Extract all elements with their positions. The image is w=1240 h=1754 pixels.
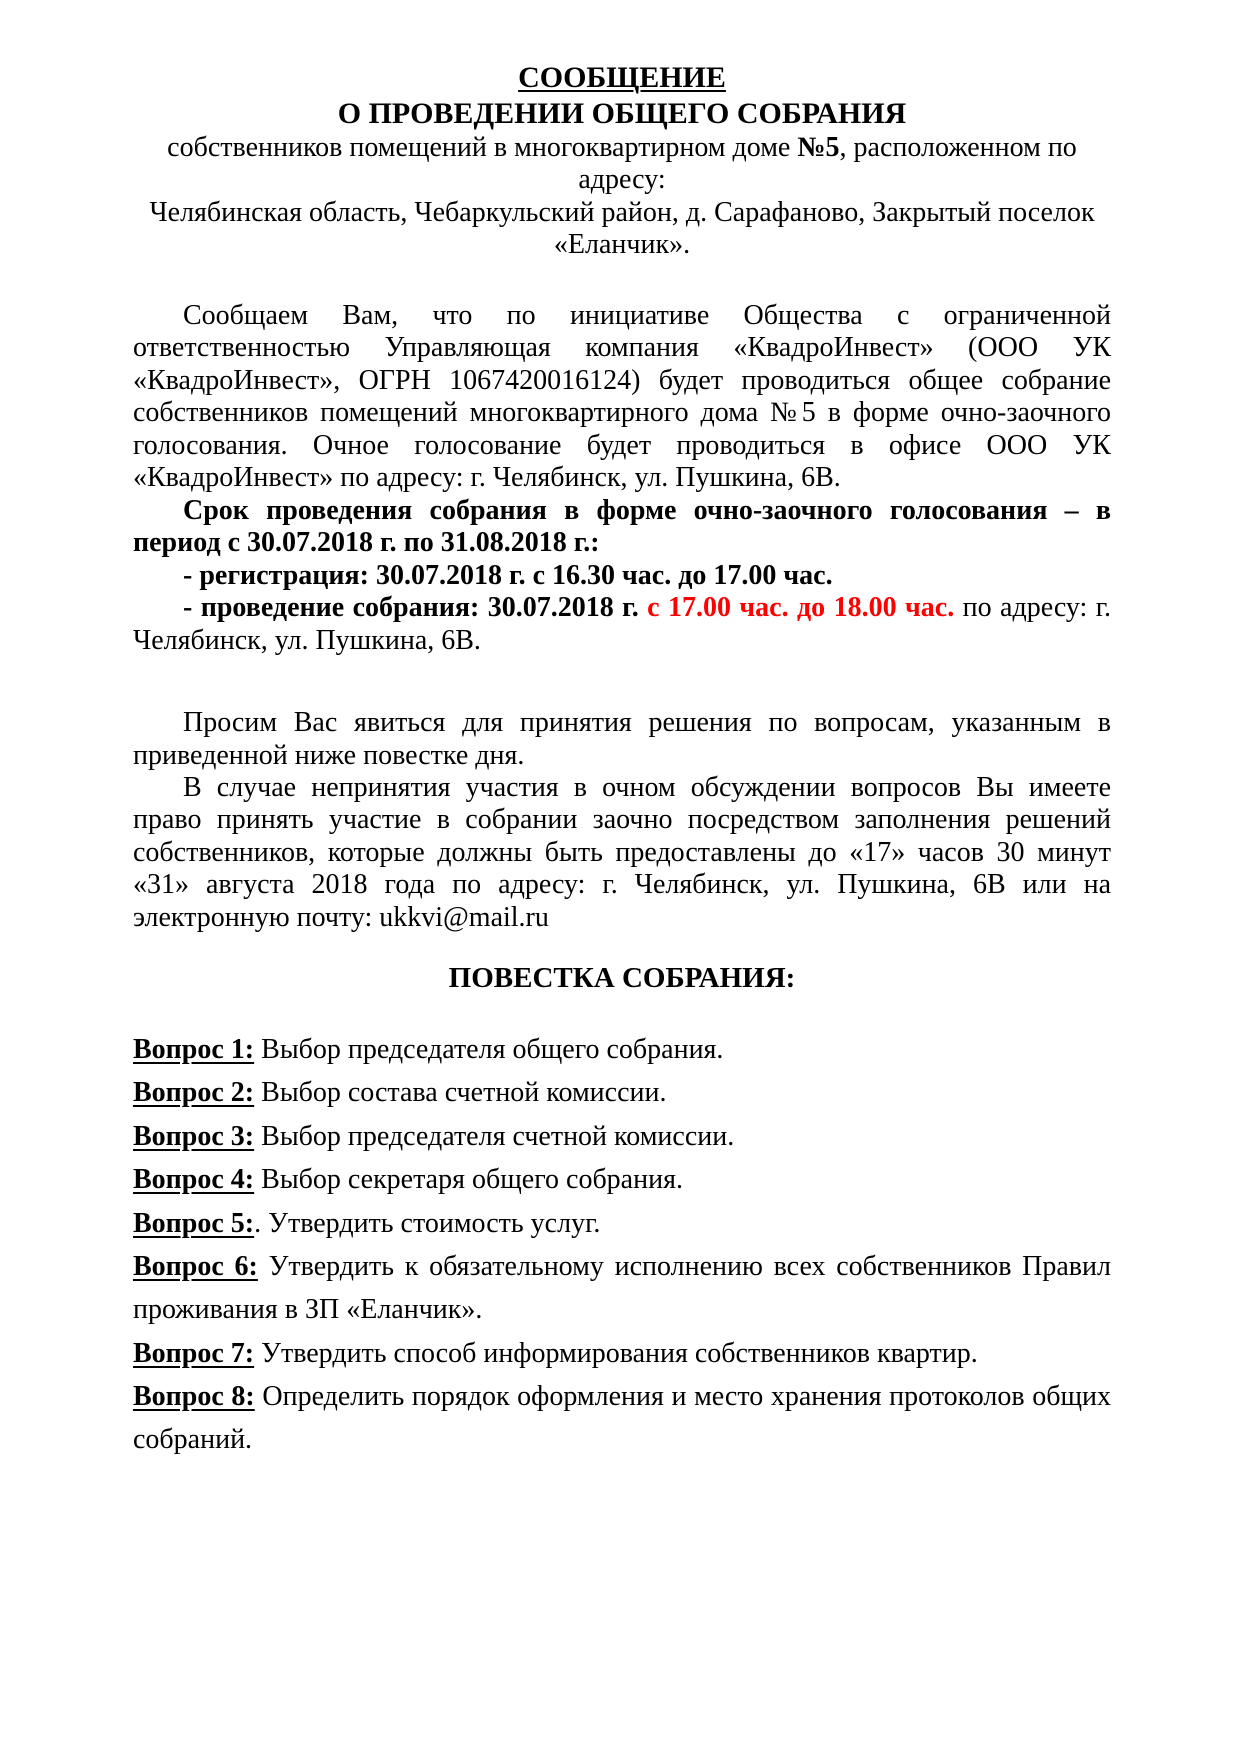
agenda-heading: ПОВЕСТКА СОБРАНИЯ: (448, 962, 796, 995)
agenda-item-2-label: Вопрос 2: (133, 1077, 255, 1109)
meeting-time-highlight: с 17.00 час. до 18.00 час. (638, 592, 955, 624)
agenda-item-8 (133, 1375, 1111, 1462)
agenda-item-2 (133, 1071, 1111, 1114)
house-number: №5 (797, 132, 840, 163)
agenda-item-8-label: Вопрос 8: (133, 1381, 255, 1413)
agenda-item-4 (133, 1158, 1111, 1201)
agenda-list (133, 1028, 1111, 1462)
address-suffix: , расположенном по адресу: (578, 132, 1077, 196)
meeting-period-paragraph: Срок проведения собрания в форме очно-заочного голосования – в период с 30.07.2018 г. по 31.08.2018 г.: (133, 494, 1111, 559)
page-subtitle: О ПРОВЕДЕНИИ ОБЩЕГО СОБРАНИЯ (337, 97, 907, 130)
agenda-item-6-label: Вопрос 6: (133, 1250, 258, 1282)
invitation-paragraph: Просим Вас явиться для принятия решения по вопросам, указанным в приведенной ниже повестке дня. (133, 707, 1111, 771)
header-address-line-2: Челябинская область, Чебаркульский район, д. Сарафаново, Закрытый поселок «Еланчик». (149, 196, 1095, 261)
agenda-item-1-label: Вопрос 1: (133, 1033, 255, 1065)
agenda-item-3-text: Выбор председателя счетной комиссии. (254, 1120, 735, 1152)
agenda-item-7 (133, 1332, 1111, 1375)
agenda-item-2-text: Выбор состава счетной комиссии. (254, 1077, 667, 1109)
agenda-item-7-label: Вопрос 7: (133, 1337, 255, 1369)
agenda-item-6 (133, 1245, 1111, 1332)
agenda-item-5-text: . Утвердить стоимость услуг. (254, 1207, 601, 1239)
address-prefix: собственников помещений в многоквартирном доме (167, 132, 798, 163)
document-content (133, 60, 1111, 1462)
registration-line: - регистрация: 30.07.2018 г. с 16.30 час. до 17.00 час. (183, 559, 833, 591)
agenda-item-4-label: Вопрос 4: (133, 1164, 255, 1196)
agenda-item-5-label: Вопрос 5: (133, 1207, 255, 1239)
page-title: СООБЩЕНИЕ (518, 61, 726, 94)
header-address-line-1 (133, 132, 1111, 197)
absentee-voting-paragraph: В случае непринятия участия в очном обсуждении вопросов Вы имеете право принять участие в собрании заочно посредством заполнения решений собственников, которые должны быть предоставлены до «17» часов 30 минут «31» августа 2018 года по адресу: г. Челябинск, ул. Пушкина, 6В или на электронную почту: ukkvi@mail.ru (133, 771, 1111, 933)
agenda-item-3 (133, 1115, 1111, 1158)
meeting-time-line (133, 592, 1111, 657)
meeting-time-label: - проведение собрания: 30.07.2018 г. (183, 592, 639, 624)
intro-paragraph: Сообщаем Вам, что по инициативе Общества с ограниченной ответственностью Управляющая компания «КвадроИнвест» (ООО УК «КвадроИнвест», ОГРН 1067420016124) будет проводиться общее собрание собственников помещений многоквартирного дома №5 в форме очно-заочного голосования. Очное голосование будет проводиться в офисе ООО УК «КвадроИнвест» по адресу: г. Челябинск, ул. Пушкина, 6В. (133, 299, 1111, 494)
document-header (133, 60, 1111, 262)
agenda-item-1-text: Выбор председателя общего собрания. (254, 1033, 724, 1065)
agenda-item-3-label: Вопрос 3: (133, 1120, 255, 1152)
agenda-item-7-text: Утвердить способ информирования собственников квартир. (254, 1337, 978, 1369)
agenda-item-1 (133, 1028, 1111, 1071)
agenda-item-5 (133, 1202, 1111, 1245)
agenda-item-8-text: Определить порядок оформления и место хранения протоколов общих собраний. (133, 1381, 1111, 1456)
meeting-time-address: по адресу: г. Челябинск, ул. Пушкина, 6В. (133, 592, 1112, 656)
agenda-item-6-text: Утвердить к обязательному исполнению всех собственников Правил проживания в ЗП «Еланчик». (133, 1250, 1111, 1326)
agenda-item-4-text: Выбор секретаря общего собрания. (254, 1164, 683, 1196)
